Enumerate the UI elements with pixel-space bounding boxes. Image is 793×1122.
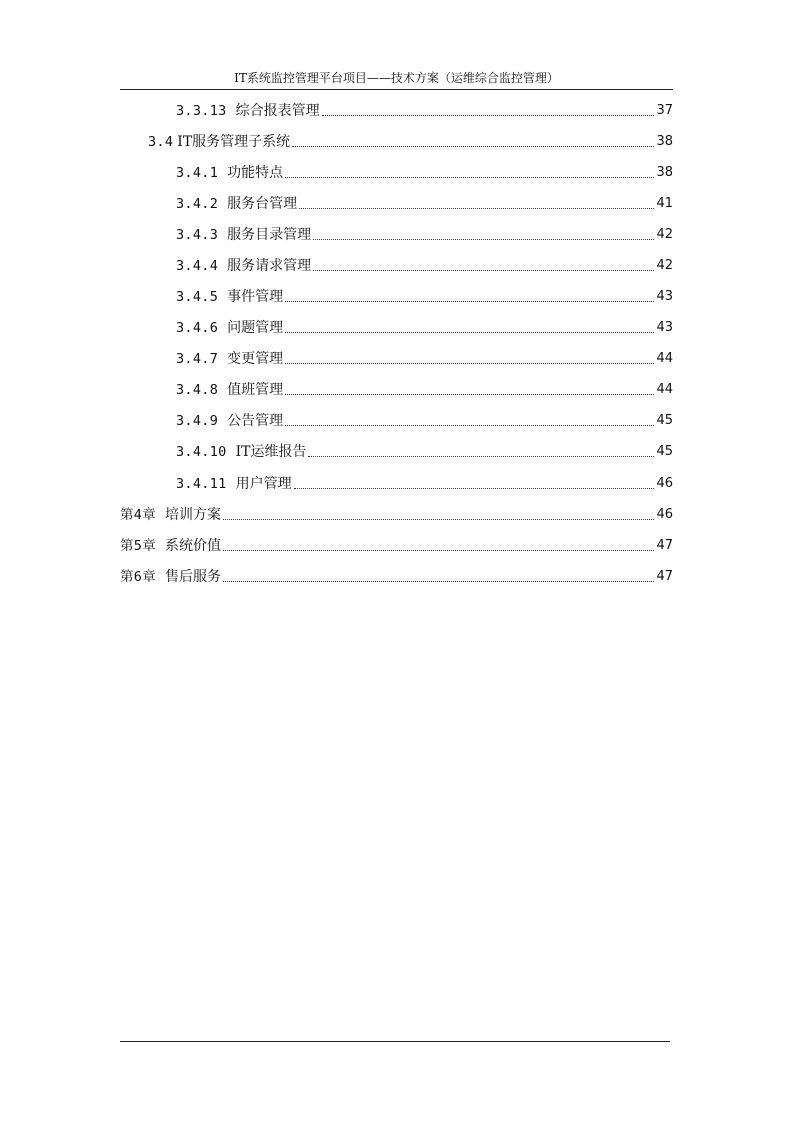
toc-entry-page: 44 xyxy=(656,351,673,366)
toc-entry-number: 3.4.1 xyxy=(176,165,219,181)
toc-entry-number: 3.4 xyxy=(148,134,174,150)
toc-entry-title: 系统价值 xyxy=(165,538,222,554)
toc-entry-number: 第4章 xyxy=(120,507,157,523)
toc-dot-leader xyxy=(308,456,654,457)
toc-entry-number: 3.3.13 xyxy=(176,103,227,119)
toc-dot-leader xyxy=(223,550,654,551)
toc-entry-number: 3.4.3 xyxy=(176,227,219,243)
toc-entry-page: 45 xyxy=(656,413,673,428)
toc-entry-title: 公告管理 xyxy=(227,413,284,429)
toc-entry-number: 3.4.5 xyxy=(176,289,219,305)
toc-entry-page: 41 xyxy=(656,196,673,211)
toc-entry-title: 事件管理 xyxy=(227,289,284,305)
toc-entry-number: 第5章 xyxy=(120,538,157,554)
toc-entry-3-4-4[interactable] xyxy=(176,256,673,276)
toc-entry-title: IT服务管理子系统 xyxy=(177,134,291,150)
toc-entry-page: 44 xyxy=(656,382,673,397)
toc-entry-3-4-7[interactable] xyxy=(176,349,673,369)
toc-dot-leader xyxy=(285,425,654,426)
toc-entry-page: 47 xyxy=(656,569,673,584)
toc-dot-leader xyxy=(223,519,654,520)
toc-entry-page: 46 xyxy=(656,507,673,522)
toc-entry-title: 服务台管理 xyxy=(227,196,298,212)
toc-entry-3-4-6[interactable] xyxy=(176,318,673,338)
toc-entry-title: 问题管理 xyxy=(227,320,284,336)
toc-entry-chapter-5[interactable] xyxy=(120,536,673,556)
toc-entry-title: 售后服务 xyxy=(165,569,222,585)
toc-dot-leader xyxy=(285,177,654,178)
toc-entry-page: 47 xyxy=(656,538,673,553)
toc-entry-number: 3.4.10 xyxy=(176,444,227,460)
toc-entry-3-4-3[interactable] xyxy=(176,225,673,245)
toc-entry-number: 3.4.4 xyxy=(176,258,219,274)
toc-entry-3-4-1[interactable] xyxy=(176,163,673,183)
toc-entry-page: 43 xyxy=(656,289,673,304)
toc-entry-title: 服务请求管理 xyxy=(227,258,312,274)
toc-dot-leader xyxy=(285,394,654,395)
toc-entry-title: 值班管理 xyxy=(227,382,284,398)
toc-entry-title: 功能特点 xyxy=(227,165,284,181)
toc-entry-page: 38 xyxy=(656,165,673,180)
toc-entry-title: 服务目录管理 xyxy=(227,227,312,243)
toc-entry-page: 46 xyxy=(656,476,673,491)
toc-entry-page: 42 xyxy=(656,227,673,242)
toc-entry-3-4-9[interactable] xyxy=(176,411,673,431)
toc-entry-3-4-2[interactable] xyxy=(176,194,673,214)
toc-dot-leader xyxy=(313,270,654,271)
toc-entry-3-4-11[interactable] xyxy=(176,474,673,494)
toc-dot-leader xyxy=(322,115,655,116)
toc-entry-chapter-4[interactable] xyxy=(120,505,673,525)
toc-dot-leader xyxy=(285,332,654,333)
toc-entry-page: 42 xyxy=(656,258,673,273)
toc-entry-page: 38 xyxy=(656,134,673,149)
toc-entry-number: 3.4.7 xyxy=(176,351,219,367)
toc-entry-page: 45 xyxy=(656,444,673,459)
toc-entry-title: 综合报表管理 xyxy=(235,103,320,119)
toc-entry-number: 3.4.11 xyxy=(176,476,227,492)
toc-dot-leader xyxy=(299,208,654,209)
toc-entry-title: 用户管理 xyxy=(235,476,292,492)
toc-entry-chapter-6[interactable] xyxy=(120,567,673,587)
page-header-title: IT系统监控管理平台项目——技术方案（运维综合监控管理） xyxy=(234,71,559,85)
toc-entry-title: 变更管理 xyxy=(227,351,284,367)
toc-dot-leader xyxy=(285,363,654,364)
toc-entry-3-4-10[interactable] xyxy=(176,442,673,462)
toc-dot-leader xyxy=(313,239,654,240)
toc-entry-page: 37 xyxy=(656,103,673,118)
toc-entry-page: 43 xyxy=(656,320,673,335)
toc-entry-number: 3.4.6 xyxy=(176,320,219,336)
toc-entry-3-4-5[interactable] xyxy=(176,287,673,307)
toc-dot-leader xyxy=(285,301,654,302)
toc-entry-title: 培训方案 xyxy=(165,507,222,523)
toc-dot-leader xyxy=(223,581,654,582)
toc-dot-leader xyxy=(292,146,654,147)
toc-entry-number: 3.4.9 xyxy=(176,413,219,429)
toc-entry-number: 3.4.2 xyxy=(176,196,219,212)
toc-entry-3-4-8[interactable] xyxy=(176,380,673,400)
toc-entry-number: 3.4.8 xyxy=(176,382,219,398)
toc-dot-leader xyxy=(294,488,655,489)
footer-divider xyxy=(120,1041,670,1042)
toc-entry-3-4[interactable] xyxy=(148,132,673,152)
toc-entry-title: IT运维报告 xyxy=(235,444,307,460)
toc-entry-number: 第6章 xyxy=(120,569,157,585)
toc-entry-3-3-13[interactable] xyxy=(176,101,673,121)
